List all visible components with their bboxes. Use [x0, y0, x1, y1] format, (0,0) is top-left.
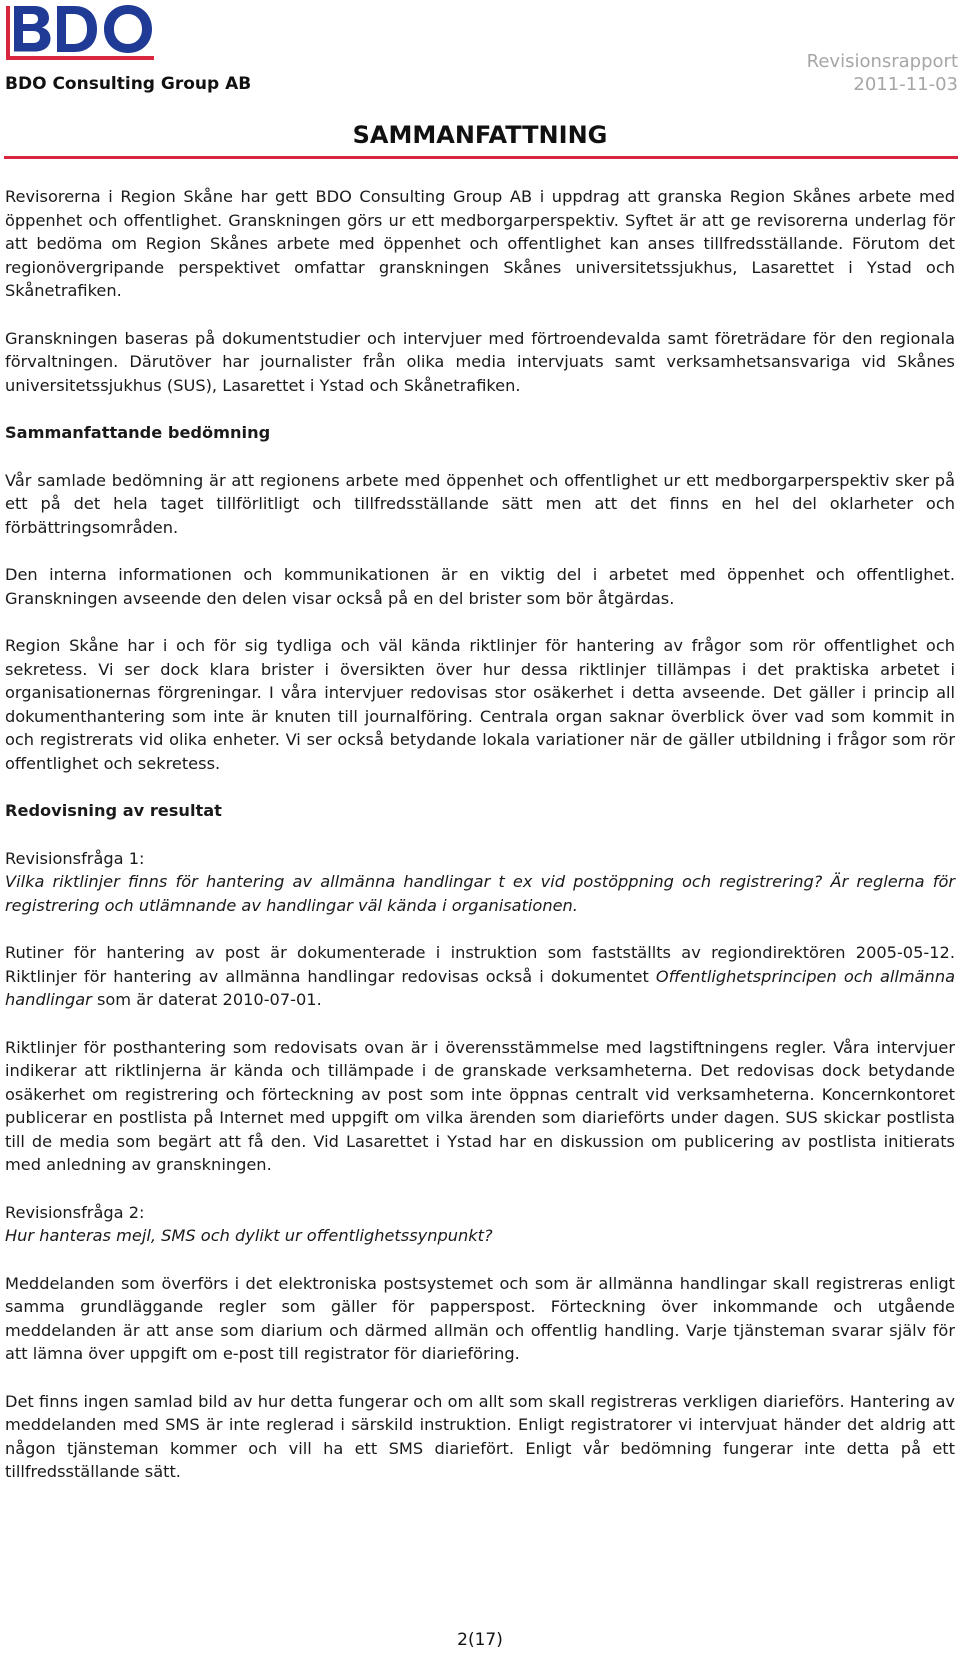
heading-results: Redovisning av resultat: [5, 801, 222, 820]
page-number: 2(17): [457, 1630, 503, 1650]
bdo-logo: [6, 2, 166, 64]
post-routines-text-b: som är daterat 2010-07-01.: [91, 990, 322, 1009]
post-routines-document-name: Offentlighetsprincipen och allmänna handlingar: [5, 966, 955, 1009]
company-name: BDO Consulting Group AB: [5, 74, 252, 94]
document-type: Revisionsrapport: [806, 51, 958, 72]
logo-red-bar-vertical: [6, 6, 10, 60]
question-2-label: Revisionsfråga 2:: [5, 1202, 145, 1222]
paragraph-intro: Revisorerna i Region Skåne har gett BDO Consulting Group AB i uppdrag att granska Region Skånes arbete med öppenhet och offentlighet. Granskningen görs ur ett medborgarperspektiv. Syftet är att ge revisorerna underlag för att bedöma om Region Skånes arbete med öppenhet och offentlighet kan anses tillfredsställande. Förutom det regionövergripande perspektivet omfattar granskningen Skånes universitetssjukhus, Lasarettet i Ystad och Skånetrafiken.: [5, 187, 955, 300]
paragraph-sms: Det finns ingen samlad bild av hur detta fungerar och om allt som skall registreras verkligen diarieförs. Hantering av meddelanden med SMS är inte reglerad i särskild instruktion. Enligt registratorer vi intervjuat händer det aldrig att någon tjänsteman kommer och vill ha ett SMS diariefört. Enligt vår bedömning fungerar inte detta på ett tillfredsställande sätt.: [5, 1391, 955, 1481]
post-routines-text-a: Rutiner för hantering av post är dokumenterade i instruktion som fastställts av regiondirektören 2005-05-12. Riktlinjer för hantering av allmänna handlingar redovisas också i dokumentet: [5, 943, 955, 986]
paragraph-guidelines: Region Skåne har i och för sig tydliga och väl kända riktlinjer för hantering av frågor som rör offentlighet och sekretess. Vi ser dock klara brister i översikten över hur dessa riktlinjer tillämpas i det praktiska arbetet i organisationernas förgreningar. I våra intervjuer redovisas stor osäkerhet i detta avseende. Det gäller i princip all dokumenthantering som inte är knuten till journalföring. Centrala organ saknar överblick över vad som kommit in och registrerats vid olika enheter. Vi ser också betydande lokala variationer när de gäller utbildning i frågor som rör offentlighet och sekretess.: [5, 636, 955, 773]
title-underline: [4, 156, 958, 159]
question-1-text: Vilka riktlinjer finns för hantering av allmänna handlingar t ex vid postöppning och registrering? Är reglerna för registrering och utlämnande av handlingar väl kända i organisationen.: [5, 872, 955, 915]
question-1-label: Revisionsfråga 1:: [5, 848, 145, 868]
paragraph-method: Granskningen baseras på dokumentstudier och intervjuer med förtroendevalda samt företrädare för den regionala förvaltningen. Därutöver har journalister från olika media intervjuats samt verksamhetsansvariga vid Skånes universitetssjukhus (SUS), Lasarettet i Ystad och Skånetrafiken.: [5, 328, 955, 395]
document-meta: [807, 50, 958, 96]
document-body: [5, 185, 955, 1508]
paragraph-post-handling: Riktlinjer för posthantering som redovisats ovan är i överensstämmelse med lagstiftningens regler. Våra intervjuer indikerar att riktlinjerna är kända och tillämpade i de granskade verksamheterna. Det redovisas dock betydande osäkerhet om registrering och förteckning av post som inte öppnas centralt vid verksamheterna. Koncernkontoret publicerar en postlista på Internet med uppgift om vilka ärenden som diarieförts under dagen. SUS skickar postlista till de media som begärt att få den. Vid Lasarettet i Ystad har en diskussion om publicering av postlista initierats med anledning av granskningen.: [5, 1037, 955, 1174]
paragraph-post-routines: [5, 941, 955, 1012]
document-date: 2011-11-03: [853, 74, 958, 95]
paragraph-internal-info: Den interna informationen och kommunikationen är en viktig del i arbetet med öppenhet och offentlighet. Granskningen avseende den delen visar också på en del brister som bör åtgärdas.: [5, 565, 955, 608]
paragraph-assessment: Vår samlade bedömning är att regionens arbete med öppenhet och offentlighet ur ett medborgarperspektiv sker på ett på det hela taget tillförlitligt och tillfredsställande sätt men att det finns en hel del oklarheter och förbättringsområden.: [5, 470, 955, 537]
page-title: SAMMANFATTNING: [352, 121, 608, 149]
logo-red-bar-horizontal: [6, 56, 154, 60]
paragraph-email: Meddelanden som överförs i det elektroniska postsystemet och som är allmänna handlingar skall registreras enligt samma grundläggande regler som gäller för papperspost. Förteckning över inkommande och utgående meddelanden är att anse som diarium och därmed allmän och offentlig handling. Varje tjänsteman svarar själv för att lämna över uppgift om e-post till registrator för diarieföring.: [5, 1273, 955, 1363]
heading-assessment: Sammanfattande bedömning: [5, 423, 271, 442]
question-2-text: Hur hanteras mejl, SMS och dylikt ur offentlighetssynpunkt?: [5, 1226, 493, 1245]
bdo-logo-letters: [14, 5, 152, 53]
